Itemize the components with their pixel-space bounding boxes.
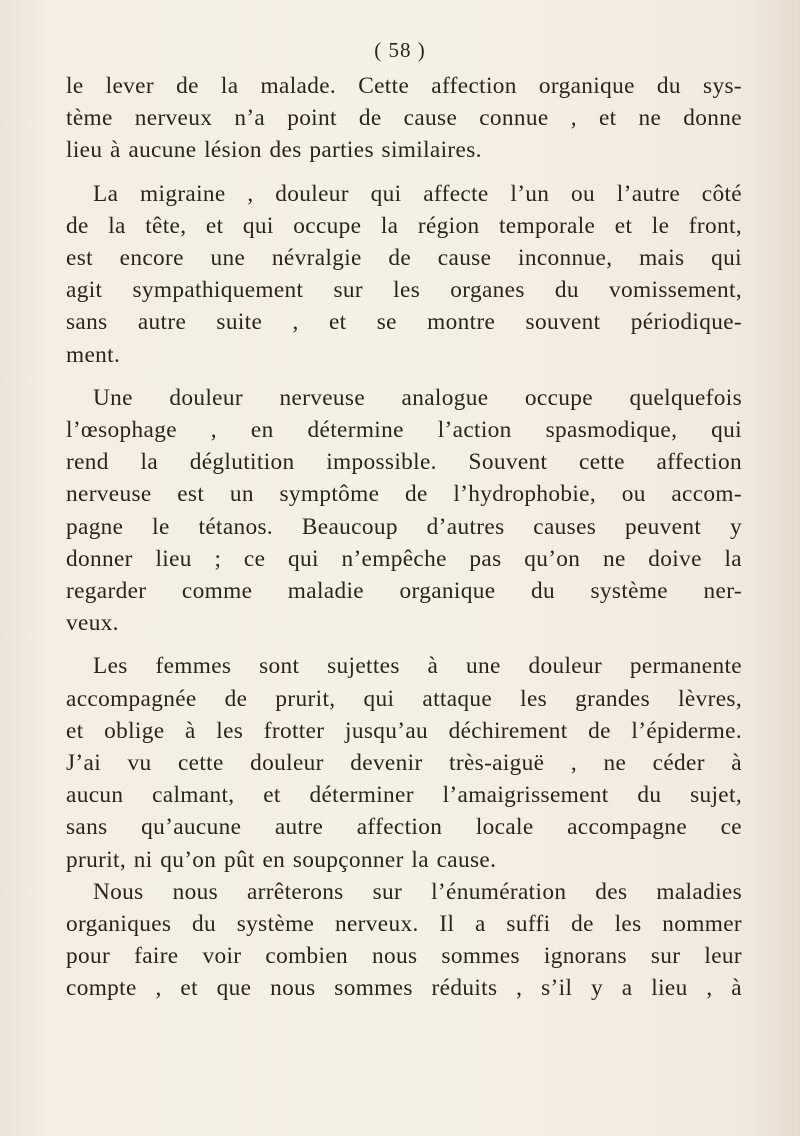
text-line: organiques du système nerveux. Il a suffi de les nommer bbox=[66, 911, 742, 938]
text-line: sans qu’aucune autre affection locale accompagne ce bbox=[66, 814, 742, 841]
text-line: lieu à aucune lésion des parties similaires. bbox=[66, 137, 482, 164]
text-line: J’ai vu cette douleur devenir très-aiguë , ne céder à bbox=[66, 750, 742, 777]
text-line: veux. bbox=[66, 610, 119, 637]
text-line: tème nerveux n’a point de cause connue , et ne donne bbox=[66, 105, 742, 132]
text-line: de la tête, et qui occupe la région temporale et le front, bbox=[66, 212, 742, 239]
text-line: est encore une névralgie de cause inconnue, mais qui bbox=[66, 245, 742, 272]
text-line: sans autre suite , et se montre souvent périodique- bbox=[66, 309, 742, 336]
paragraph-4 bbox=[66, 650, 742, 875]
text-line: Nous nous arrêterons sur l’énumération des maladies bbox=[93, 878, 742, 905]
text-line: agit sympathiquement sur les organes du vomissement, bbox=[66, 277, 742, 304]
body-text bbox=[66, 70, 742, 1016]
text-line: prurit, ni qu’on pût en soupçonner la cause. bbox=[66, 846, 497, 873]
text-line: La migraine , douleur qui affecte l’un ou l’autre côté bbox=[93, 180, 742, 207]
text-line: Les femmes sont sujettes à une douleur permanente bbox=[93, 653, 742, 680]
paragraph-1 bbox=[66, 70, 742, 167]
paragraph-5 bbox=[66, 876, 742, 1005]
text-line: nerveuse est un symptôme de l’hydrophobie, ou accom- bbox=[66, 481, 742, 508]
paragraph-3 bbox=[66, 382, 742, 640]
text-line: aucun calmant, et déterminer l’amaigrissement du sujet, bbox=[66, 782, 742, 809]
text-line: accompagnée de prurit, qui attaque les grandes lèvres, bbox=[66, 685, 742, 712]
text-line: donner lieu ; ce qui n’empêche pas qu’on ne doive la bbox=[66, 545, 742, 572]
text-line: rend la déglutition impossible. Souvent cette affection bbox=[66, 449, 742, 476]
text-line: ment. bbox=[66, 341, 121, 368]
text-line: le lever de la malade. Cette affection organique du sys- bbox=[66, 73, 742, 99]
text-line: et oblige à les frotter jusqu’au déchirement de l’épiderme. bbox=[66, 717, 742, 744]
paragraph-2 bbox=[66, 178, 742, 371]
text-line: regarder comme maladie organique du système ner- bbox=[66, 578, 742, 605]
text-line: pour faire voir combien nous sommes ignorans sur leur bbox=[66, 943, 742, 970]
text-line: l’œsophage , en détermine l’action spasmodique, qui bbox=[66, 417, 742, 444]
text-line: compte , et que nous sommes réduits , s’il y a lieu , à bbox=[66, 975, 742, 1002]
text-line: pagne le tétanos. Beaucoup d’autres causes peuvent y bbox=[66, 513, 742, 540]
text-line: Une douleur nerveuse analogue occupe quelquefois bbox=[93, 384, 742, 411]
page-number: ( 58 ) bbox=[374, 38, 426, 62]
